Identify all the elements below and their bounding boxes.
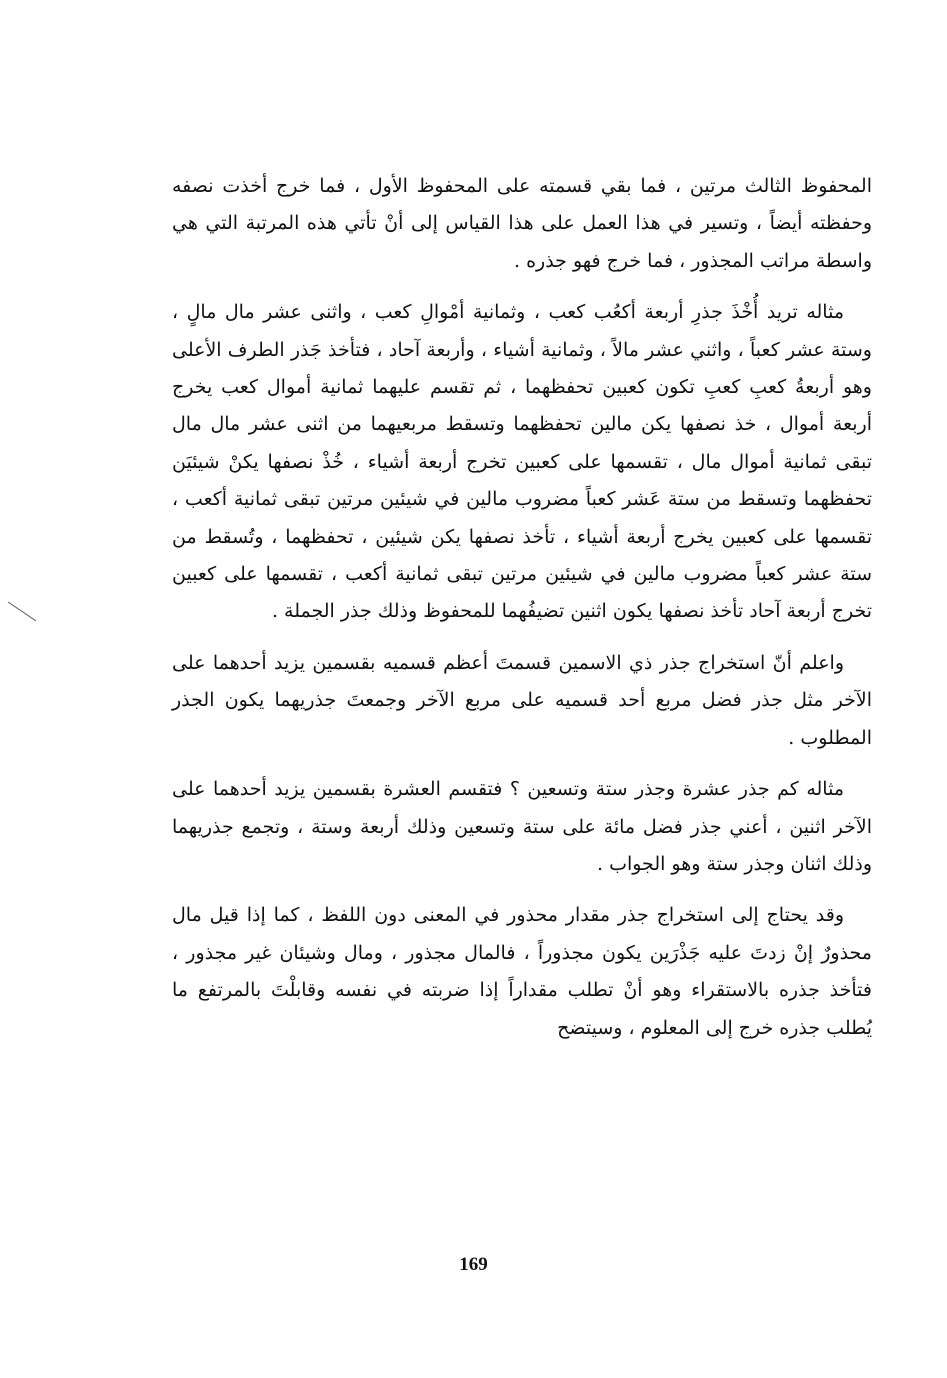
paragraph-3: واعلم أنّ استخراج جذر ذي الاسمين قسمتَ أعظم قسميه بقسمين يزيد أحدهما على الآخر مثل جذر فضل مربع أحد قسميه على مربع الآخر وجمعتَ جذريهما يكون الجذر المطلوب . — [172, 651, 872, 749]
paragraph-1: المحفوظ الثالث مرتين ، فما بقي قسمته على المحفوظ الأول ، فما خرج أخذت نصفه وحفظته أيضاً ، وتسير في هذا العمل على هذا القياس إلى أنْ تأتي هذه المرتبة التي هي واسطة مراتب المجذور ، فما خرج فهو جذره . — [172, 175, 872, 272]
paragraph-5: وقد يحتاج إلى استخراج جذر مقدار محذور في المعنى دون اللفظ ، كما إذا قيل مال محذورٌ إنْ زدتَ عليه جَذْرَين يكون مجذوراً ، فالمال مجذور ، ومال وشيئان غير مجذور ، فتأخذ جذره بالاستقراء وهو أنْ تطلب مقداراً إذا ضربته في نفسه وقابلْتَ بالمرتفع ما يُطلب جذره خرج إلى المعلوم ، وسيتضح — [172, 904, 872, 1039]
scan-mark-icon — [6, 600, 40, 624]
paragraph-4: مثاله كم جذر عشرة وجذر ستة وتسعين ؟ فتقسم العشرة بقسمين يزيد أحدهما على الآخر اثنين ، أعني جذر فضل مائة على ستة وتسعين وذلك أربعة وستة ، وتجمع جذريهما وذلك اثنان وجذر ستة وهو الجواب . — [172, 778, 872, 875]
body-text — [172, 168, 872, 1047]
paragraph-2: مثاله تريد أُخْذَ جذرِ أربعة أكعُب كعب ، وثمانية أمْوالِ كعب ، واثنى عشر مال مالٍ ، وستة عشر كعباً ، واثني عشر مالاً ، وثمانية أشياء ، وأربعة آحاد ، فتأخذ جَذر الطرف الأعلى وهو أربعةُ كعبِ كعبِ تكون كعبين تحفظهما ، ثم تقسم عليهما ثمانية أموال كعب يخرج أربعة أموال ، خذ نصفها يكن مالين تحفظهما وتسقط مربعيهما من اثنى عشر مال مال تبقى ثمانية أموال مال ، تقسمها على كعبين تخرج أربعة أشياء ، خُذْ نصفها يكنْ شيئيَن تحفظهما وتسقط من ستة عَشر كعباً مضروب مالين في شيئين مرتين تبقى ثمانية أكعب ، تقسمها على كعبين يخرج أربعة أشياء ، تأخذ نصفها يكن شيئين ، تحفظهما ، وتُسقط من ستة عشر كعباً مضروب مالين في شيئين مرتين تبقى ثمانية أكعب ، تقسمها على كعبين تخرج أربعة آحاد تأخذ نصفها يكون اثنين تضيفُهما للمحفوظ وذلك جذر الجملة . — [172, 301, 872, 623]
page-number: 169 — [459, 1254, 488, 1275]
